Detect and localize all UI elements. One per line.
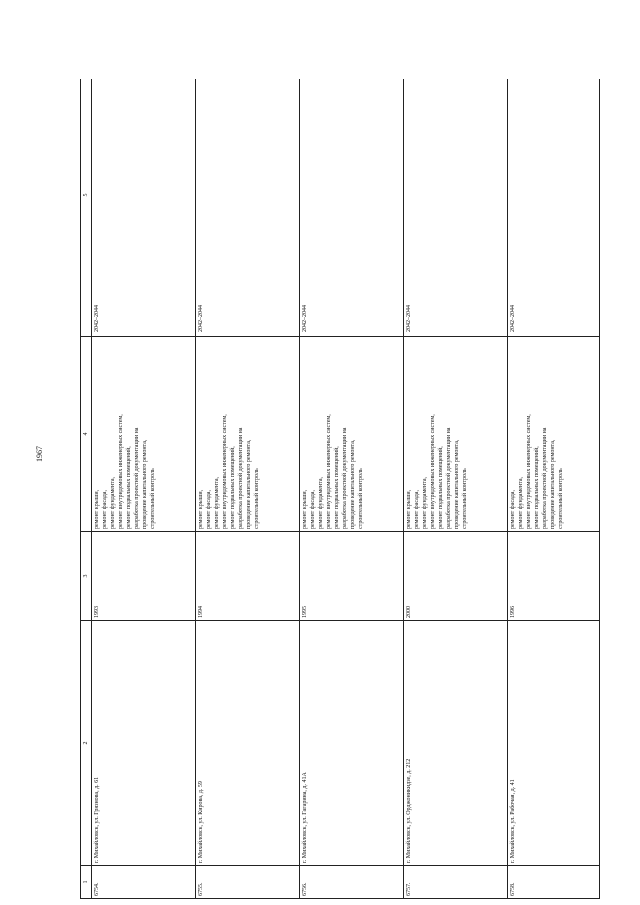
rotated-table xyxy=(80,79,600,899)
row-number: 6758. xyxy=(508,866,600,899)
repair-schedule-table xyxy=(80,79,600,899)
year-cell: 2000 xyxy=(404,532,508,621)
header-col-2: 2 xyxy=(81,621,92,866)
row-number: 6757. xyxy=(404,866,508,899)
year-cell: 1996 xyxy=(508,532,600,621)
row-number: 6756. xyxy=(300,866,404,899)
table-container xyxy=(80,79,600,899)
works-cell: ремонт крыши, ремонт фасада, ремонт фундамента, ремонт внутридомовых инженерных систем, ремонт подвальных помещений, разработка проектной документации на проведение капитального ремонта, строительный контроль xyxy=(196,337,300,532)
address-cell: г. Михайловск, ул. Гагарина, д. 41А xyxy=(300,621,404,866)
address-cell: г. Михайловск, ул. Кирова, д. 59 xyxy=(196,621,300,866)
works-cell: ремонт крыши, ремонт фасада, ремонт фундамента, ремонт внутридомовых инженерных систем, ремонт подвальных помещений, разработка проектной документации на проведение капитального ремонта, строительный контроль xyxy=(300,337,404,532)
table-row xyxy=(196,79,300,899)
table-row xyxy=(300,79,404,899)
year-cell: 1995 xyxy=(300,532,404,621)
row-number: 6754. xyxy=(92,866,196,899)
address-cell: г. Михайловск, ул. Рабочая, д. 41 xyxy=(508,621,600,866)
header-col-1: 1 xyxy=(81,866,92,899)
page-number: 1967 xyxy=(35,446,44,462)
year-cell: 1993 xyxy=(92,532,196,621)
works-cell: ремонт крыши, ремонт фасада, ремонт фундамента, ремонт внутридомовых инженерных систем, ремонт подвальных помещений, разработка проектной документации на проведение капитального ремонта, строительный контроль xyxy=(92,337,196,532)
period-cell: 2042–2044 xyxy=(196,79,300,337)
header-col-4: 4 xyxy=(81,337,92,532)
header-row xyxy=(81,79,92,899)
row-number: 6755. xyxy=(196,866,300,899)
period-cell: 2042–2044 xyxy=(508,79,600,337)
period-cell: 2042–2044 xyxy=(300,79,404,337)
header-col-3: 3 xyxy=(81,532,92,621)
period-cell: 2042–2044 xyxy=(92,79,196,337)
table-row xyxy=(92,79,196,899)
address-cell: г. Михайловск, ул. Орджоникидзе, д. 212 xyxy=(404,621,508,866)
works-cell: ремонт крыши, ремонт фасада, ремонт фундамента, ремонт внутридомовых инженерных систем, ремонт подвальных помещений, разработка проектной документации на проведение капитального ремонта, строительный контроль xyxy=(404,337,508,532)
table-row xyxy=(508,79,600,899)
year-cell: 1994 xyxy=(196,532,300,621)
header-col-5: 5 xyxy=(81,79,92,337)
period-cell: 2042–2044 xyxy=(404,79,508,337)
works-cell: ремонт фасада, ремонт фундамента, ремонт внутридомовых инженерных систем, ремонт подвальных помещений, разработка проектной документации на проведение капитального ремонта, строительный контроль xyxy=(508,337,600,532)
table-row xyxy=(404,79,508,899)
address-cell: г. Михайловск, ул. Грязнова, д. 61 xyxy=(92,621,196,866)
